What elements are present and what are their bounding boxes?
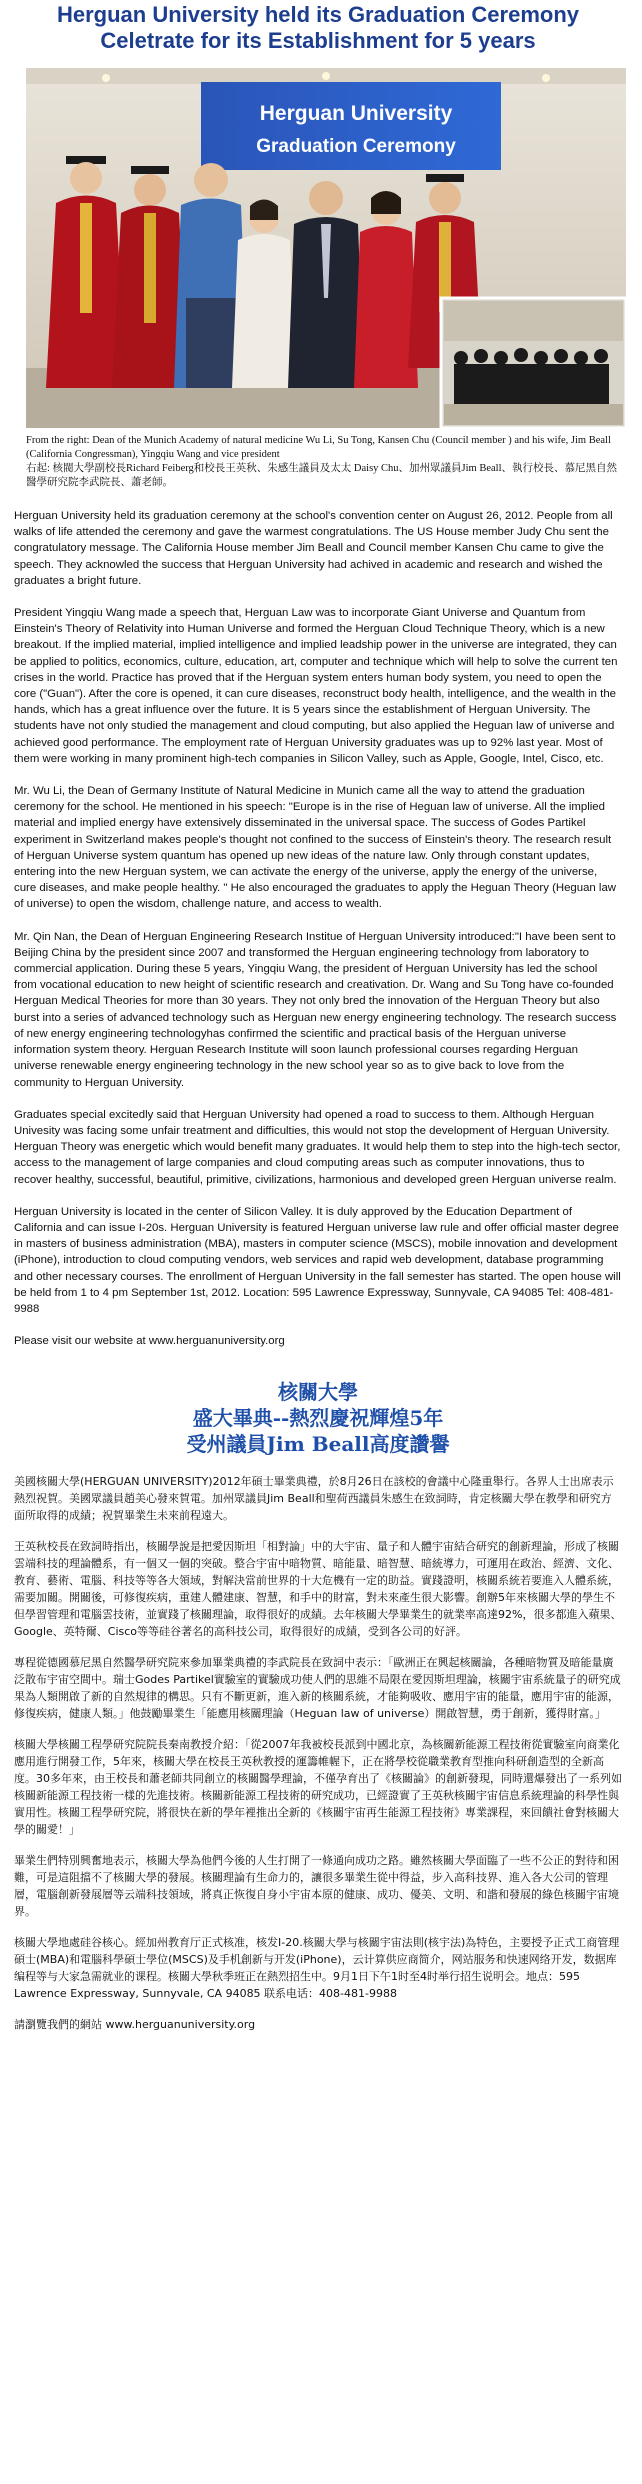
english-paragraph: Herguan University is located in the center of Silicon Valley. It is duly approved by the Education Department of California and can issue I-20s. Herguan University is featured Herguan universe law rule and offer official master degree in masters of business administration (MBA), masters in computer science (MSCS), mobile innovation and development (iPhone), introduction to cloud computing vendors, web services and rapid web development, database programming and other necessary courses. The enrollment of Herguan University in the fall semester has started. The open house will be held from 1 to 4 pm September 1st, 2012. Location: 595 Lawrence Expressway, Sunnyvale, CA 94085 Tel: 408-481-9988 [14,1205,621,1315]
chinese-headline-line-2: 盛大畢典--熱烈慶祝輝煌5年 [192,1406,444,1431]
chinese-paragraph: 王英秋校長在致詞時指出，核關學說是把愛因斯坦「相對論」中的大宇宙、量子和人體宇宙結合研究的創新理論，形成了核關雲端科技的理論體系，有一個又一個的突破。整合宇宙中暗物質、暗能量、暗智慧、暗統導力，可運用在政治、經濟、文化、教育、藝術、電腦、科技等等各大領域，對解決當前世界的十大危機有一定的助益。實踐證明，核關系統若要進入人體系統，需要加關。開關後，可修復疾病，重建人體建康、智慧，和手中的財富，對未來產生很大影響。創辦5年來核關大學的學生不但學習管理和電腦雲技術，並實踐了核關理論，取得很好的成績。去年核關大學畢業生的就業率高達92%，很多都進入蘋果、Google、英特爾、Cisco等等硅谷著名的高科技公司，取得很好的成績，受到各公司的好評。 [14,1540,622,1639]
chinese-paragraph: 專程從德國慕尼黑自然醫學研究院來參加畢業典禮的李武院長在致詞中表示：「歐洲正在興起核關論，各種暗物質及暗能量廣泛散布宇宙空間中。瑞士Godes Partikel實驗室的實驗成功使人們的思維不局限在愛因斯坦理論，核關宇宙系統量子的研究成果為人類開啟了新的自然規律的構思。只有不斷更新，進入新的核關系統，才能夠吸收、應用宇宙的能量，應用宇宙的能源，修復疾病，健康人類。」他鼓勵畢業生「能應用核關理論（Heguan law of universe）開啟智慧，勇于創新，獲得財富。」 [14,1656,621,1721]
english-article-body [14,508,622,1349]
article-headline [14,0,622,54]
headline-line-2: Celetrate for its Establishment for 5 years [100,28,536,53]
chinese-paragraph: 畢業生們特別興奮地表示，核關大學為他們今後的人生打開了一條通向成功之路。雖然核關大學面臨了一些不公正的對待和困難，可是這阻擋不了核關大學的發展。核關理論有生命力的，讓很多畢業生從中得益，步入高科技界、進入各大公司的管理層，電腦創新發展層等云端科技領域，將真正恢復自身小宇宙本原的健康、成功、優美、文明、和諧和發展的綠色核關宇宙境界。 [14,1854,619,1919]
english-paragraph: Mr. Qin Nan, the Dean of Herguan Engineering Research Institue of Herguan University introduced:"I have been sent to Beijing China by the president since 2007 and transformed the Herguan engineering technology from laboratory to commercial application. During these 5 years, Yingqiu Wang, the president of Herguan University has led the school from vocational education to new height of scientific research and creativation. Dr. Wang and Su Tong have co-founded Herguan Medical Theories for more than 30 years. They not only bred the innovation of the Herguan Theory but also burst into a series of advanced technology such as Herguan new energy engineering technology. The research success of new energy engineering technologyhas confirmed the scientific and practical basis of the Herguan universe information system theory. Herguan Research Institute will soon launch professional courses regarding Herguan universe renewable energy engineering technology in the new school year so as to give back to love from the community to Herguan University. [14,930,617,1089]
ceremony-photo [26,68,626,428]
inset-group-photo [441,298,626,428]
chinese-headline-line-3: 受州議員Jim Beall高度讚譽 [186,1432,450,1457]
chinese-headline-line-1: 核關大學 [278,1380,358,1405]
caption-chinese: 右起: 核閥大學副校長Richard Feiberg和校長王英秋、朱感生議員及太太 Daisy Chu、加州眾議員Jim Beall、執行校長、慕尼黑自然醫學研究院李武院長、蕭老師。 [26,463,617,488]
chinese-article-body [14,1473,622,2053]
photo-caption [26,434,622,490]
english-paragraph: Graduates special excitedly said that Herguan University had opened a road to success to them. Although Herguan Univesity was facing some unfair treatment and difficulties, this would not stop the development of Herguan University. Herguan Theory was energetic which would benefit many graduates. It would help them to step into the high-tech sector, access to the management of large companies and cloud computing areas such as computer innovations, thus to recover healthy, successful, beautiful, primitive, civilizations, harmonious and developed green Herguan universe realm. [14,1108,621,1186]
english-website-line: Please visit our website at www.herguanuniversity.org [14,1335,285,1348]
english-paragraph: Mr. Wu Li, the Dean of Germany Institute of Natural Medicine in Munich came all the way to attend the graduation ceremony for the school. He mentioned in his speech: "Europe is in the rise of Heguan law of universe. All the implied material and implied energy have extensively disseminated in the universal space. The success of Godes Partikel experiment in Switzerland makes people's thought not confined to the success of Einstein's theory. The research result of Herguan Universe system quantum has opened up new ideas of the nature law. Only through constant updates, entering into the new Herguan system, we can activate the energy of the universe, apply the energy of the universe, cure diseases, and make people healthy. " He also encouraged the graduates to apply the Heguan Theory (Heguan law of universe) to open the wisdom, challenge nature, and access to wealth. [14,785,617,911]
caption-english: From the right: Dean of the Munich Academy of natural medicine Wu Li, Su Tong, Kansen Chu (Council member ) and his wife, Jim Beall (California Congressman), Yingqiu Wang and vice president [26,435,611,460]
headline-line-1: Herguan University held its Graduation Ceremony [56,2,579,27]
banner-text-1: Herguan University [259,102,453,125]
chinese-paragraph: 美國核關大學(HERGUAN UNIVERSITY)2012年碩士畢業典禮，於8月26日在該校的會議中心隆重舉行。各界人士出席表示熱烈祝賀。美國眾議員趙美心發來賀電。加州眾議員Jim Beall和聖荷西議員朱感生在致詞時，肯定核關大學在教學和研究方面所取得的成績；祝賀畢業生未來前程遠大。 [14,1475,614,1523]
ceremony-photo-illustration [26,68,626,428]
banner-text-2: Graduation Ceremony [256,136,456,157]
chinese-paragraph: 核關大學核關工程學研究院院長秦南教授介紹：「從2007年我被校長派到中國北京，為核關新能源工程技術從實驗室向商業化應用進行開發工作，5年來，核關大學在校長王英秋教授的運籌帷幄下，正在將學校從職業教育型推向科研創造型的全新高度。30多年來，由王校長和蕭老師共同創立的核關醫學理論，不僅孕育出了《核關論》的創新發現，同時還爆發出了一系列如核關新能源工程技術一樣的先進技術。核關新能源工程技術的研究成功，已經證實了王英秋核關宇宙信息系統理論的科學性與實用性。核關工程學研究院，將很快在新的學年裡推出全新的《核關宇宙再生能源工程技術》專業課程，來回饋社會對核關大學的關愛！」 [14,1738,622,1837]
chinese-website-line: 請瀏覽我們的網站 www.herguanuniversity.org [14,2018,256,2032]
english-paragraph: Herguan University held its graduation ceremony at the school's convention center on August 26, 2012. People from all walks of life attended the ceremony and gave the warmest congratulations. The US House member Judy Chu sent the congratulatory message. The California House member Jim Beall and Council member Kansen Chu came to give the speech. They acknowled the success that Herguan University had achived in academic and research and wished the graduates a bright future. [14,510,613,587]
chinese-paragraph: 核關大學地處硅谷核心。經加州教育厅正式核准，核发I-20.核關大學与核關宇宙法則(核宇法)為特色，主要授予正式工商管理碩士(MBA)和電腦科學碩士學位(MSCS)及手机創新与开发(iPhone)，云计算供应商简介，网站服务和快速网络开发，数据库编程等与大家急需就业的课程。核關大學秋季班正在熱烈招生中。9月1日下午1时至4时举行招生说明会。地点：595 Lawrence Expressway, Sunnyvale, CA 94085 联系电话：408-481-9988 [14,1936,620,2001]
chinese-headline [14,1379,622,1457]
english-paragraph: President Yingqiu Wang made a speech that, Herguan Law was to incorporate Giant Universe and Quantum from Einstein's Theory of Relativity into Human Universe and formed the Herguan Cloud Technique Theory, which is a new breakout. If the implied material, implied intelligence and implied leadship power in the universe are integrated, they can be applied to politics, economics, culture, education, art, computer and technique which will help to solve the current ten crises in the world. Practice has proved that if the Herguan system enters human body system, you need to open the core ("Guan"). After the core is opened, it can cure diseases, reconstruct body health, intelligence, and the wealth in the hands, which has a great influence over the future. It is 5 years since the establishment of Herguan University. The students have not only studied the management and cloud computing, but also applied the Heguan law of universe and achieved good performance. The employment rate of Herguan University graduates was up to 92% last year. Most of them were working in many prominent high-tech companies in Silicon Valley, such as Apple, Google, Intel, Cisco, etc. [14,607,618,765]
